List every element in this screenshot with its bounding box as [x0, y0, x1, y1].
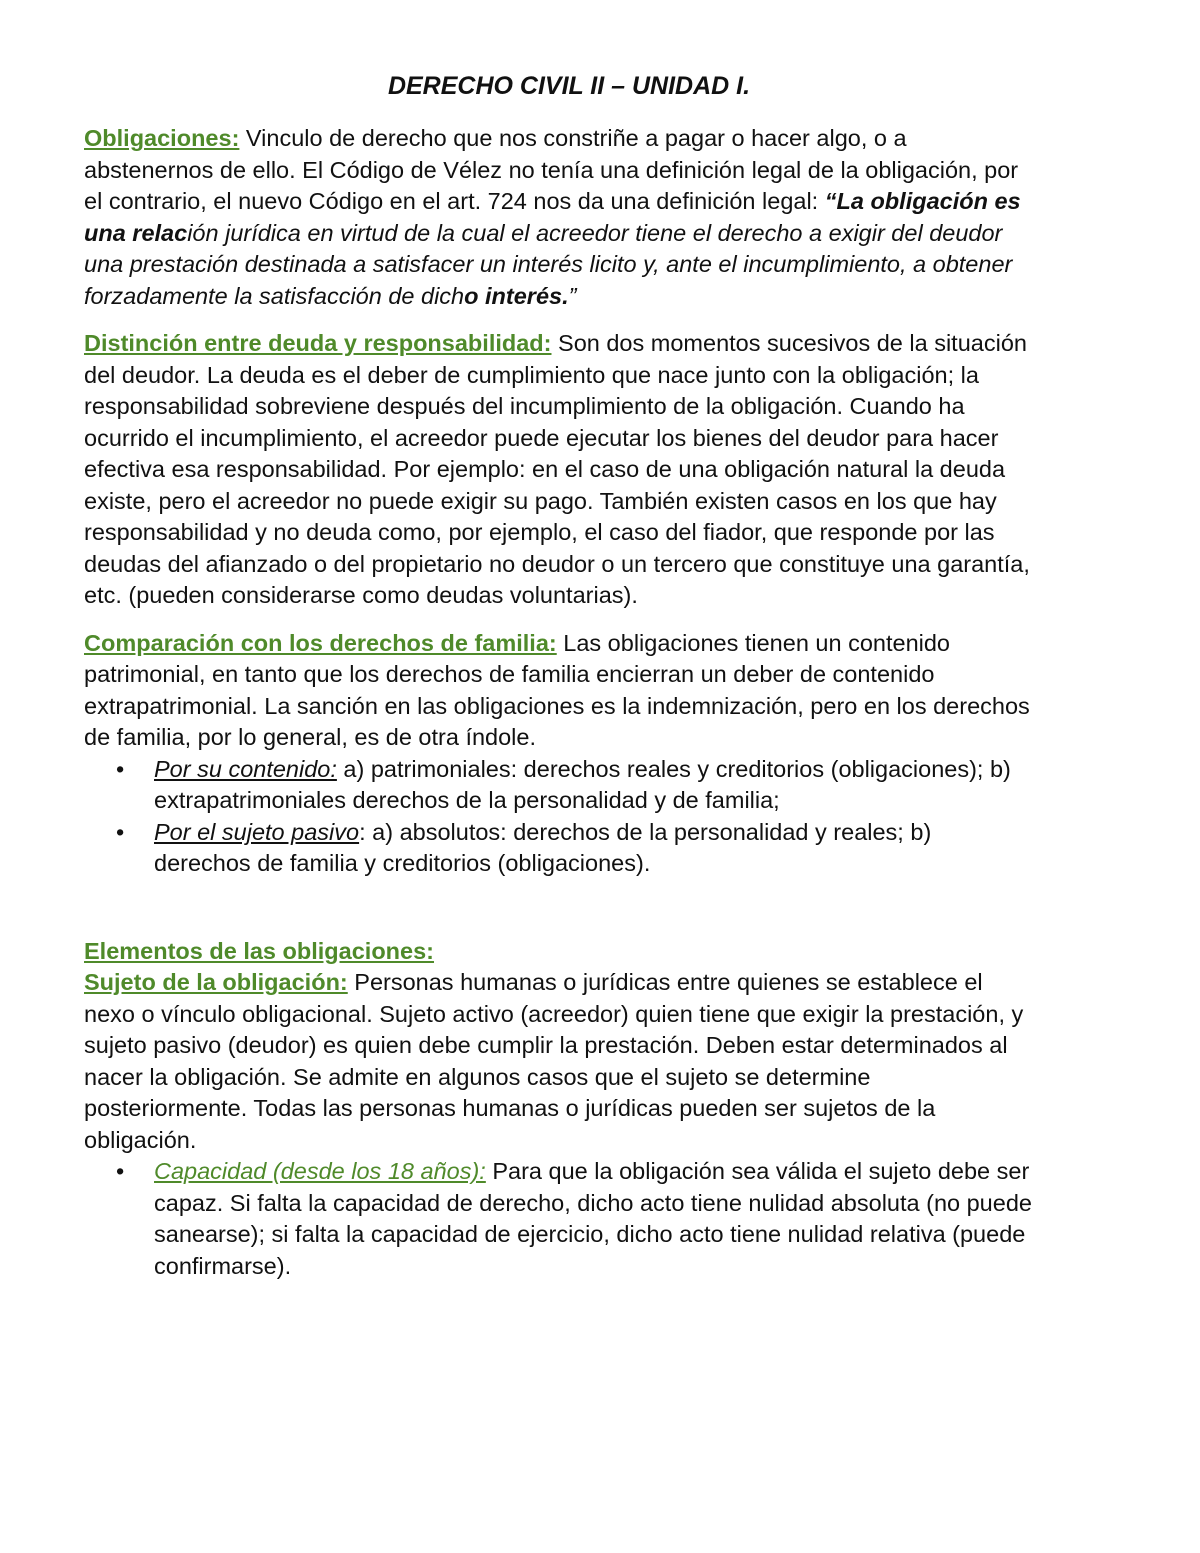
list-item-text: Para que la obligación sea válida el sujeto debe ser capaz. Si falta la capacidad de derecho, dicho acto tiene nulidad absoluta (no puede sanearse); si falta la capacidad de ejercicio, dicho acto tiene nulidad relativa (puede confirmarse).	[154, 1158, 1032, 1279]
text-obligaciones: Vinculo de derecho que nos constriñe a pagar o hacer algo, o a abstenernos de ello. El Código de Vélez no tenía una definición legal de la obligación, por el contrario, el nuevo Código en el art. 724 nos da una definición legal:	[84, 125, 1019, 214]
heading-elementos: Elementos de las obligaciones:	[84, 937, 434, 964]
quote-bold-end: o interés.	[464, 282, 569, 309]
paragraph-obligaciones	[84, 123, 1034, 312]
text-deuda-responsabilidad: Son dos momentos sucesivos de la situación del deudor. La deuda es el deber de cumplimiento que nace junto con la obligación; la responsabilidad sobreviene después del incumplimiento de la obligación. Cuando ha ocurrido el incumplimiento, el acreedor puede ejecutar los bienes del deudor para hacer efectiva esa responsabilidad. Por ejemplo: en el caso de una obligación natural la deuda existe, pero el acreedor no puede exigir su pago. También existen casos en los que hay responsabilidad y no deuda como, por ejemplo, el caso del fiador, que responde por las deudas del afianzado o del propietario no deudor o un tercero que constituye una garantía, etc. (pueden considerarse como deudas voluntarias).	[84, 330, 1030, 608]
list-item	[116, 817, 1034, 880]
bullet-icon: •	[116, 1158, 125, 1184]
list-item	[116, 754, 1034, 817]
list-derechos-familia	[84, 754, 1034, 880]
list-item	[116, 1156, 1034, 1282]
list-item-label: Por el sujeto pasivo	[154, 818, 360, 845]
quote-close: ”	[568, 282, 577, 309]
spacer	[84, 896, 1034, 936]
text-derechos-familia: Las obligaciones tienen un contenido patrimonial, en tanto que los derechos de familia encierran un deber de contenido extrapatrimonial. La sanción en las obligaciones es la indemnización, pero en los derechos de familia, por lo general, es de otra índole.	[84, 629, 1030, 750]
heading-obligaciones: Obligaciones:	[84, 125, 240, 151]
document-title: DERECHO CIVIL II – UNIDAD I.	[387, 72, 751, 100]
list-item-label: Capacidad (desde los 18 años):	[154, 1158, 486, 1184]
quote-bold-start: La obligación es una relac	[84, 188, 1021, 246]
subheading-sujeto: Sujeto de la obligación:	[84, 969, 348, 995]
text-sujeto: Personas humanas o jurídicas entre quienes se establece el nexo o vínculo obligacional. Sujeto activo (acreedor) quien tiene que exigir la prestación, y sujeto pasivo (deudor) es quien debe cumplir la prestación. Deben estar determinados al nacer la obligación. Se admite en algunos casos que el sujeto se determine posteriormente. Todas las personas humanas o jurídicas pueden ser sujetos de la obligación.	[84, 969, 1024, 1153]
list-item-label: Por su contenido:	[154, 755, 337, 782]
paragraph-derechos-familia	[84, 628, 1034, 754]
bullet-icon: •	[116, 755, 125, 782]
paragraph-deuda-responsabilidad	[84, 328, 1034, 612]
quote-body: ión jurídica en virtud de la cual el acreedor tiene el derecho a exigir del deudor una prestación destinada a satisfacer un interés licito y, ante el incumplimiento, a obtener forzadamente la satisfacción de dich	[84, 219, 1013, 309]
list-sujeto	[84, 1156, 1034, 1282]
paragraph-sujeto	[84, 967, 1034, 1156]
heading-line-elementos	[84, 936, 1034, 968]
bullet-icon: •	[116, 818, 125, 845]
quote-open: “	[824, 188, 837, 214]
heading-deuda-responsabilidad: Distinción entre deuda y responsabilidad:	[84, 330, 552, 356]
list-item-text: : a) absolutos: derechos de la personalidad y reales; b) derechos de familia y creditorios (obligaciones).	[154, 818, 932, 876]
heading-derechos-familia: Comparación con los derechos de familia:	[84, 629, 557, 656]
list-item-text: a) patrimoniales: derechos reales y creditorios (obligaciones); b) extrapatrimoniales derechos de la personalidad y de familia;	[154, 755, 1011, 813]
